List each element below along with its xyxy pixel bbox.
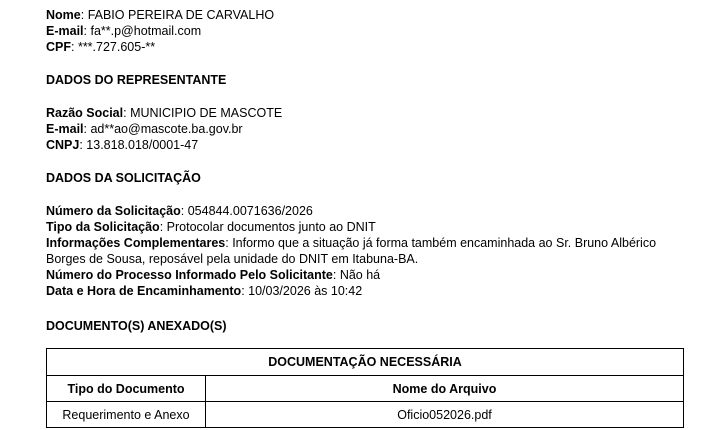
attachments-table: [46, 348, 684, 428]
solicitacao-numero: Número da Solicitação: 054844.0071636/2026: [46, 204, 313, 218]
representante-cnpj: CNPJ: 13.818.018/0001-47: [46, 138, 199, 152]
column-header-nome: Nome do Arquivo: [206, 376, 684, 402]
requester-cpf: CPF: ***.727.605-**: [46, 40, 156, 54]
representante-block: [46, 105, 282, 153]
representante-email: E-mail: ad**ao@mascote.ba.gov.br: [46, 122, 243, 136]
requester-name: Nome: FABIO PEREIRA DE CARVALHO: [46, 8, 275, 22]
cell-nome-arquivo[interactable]: Oficio052026.pdf: [206, 402, 684, 428]
section-title-solicitacao: DADOS DA SOLICITAÇÃO: [46, 171, 201, 185]
solicitacao-data: Data e Hora de Encaminhamento: 10/03/2026 às 10:42: [46, 284, 363, 298]
section-title-representante: DADOS DO REPRESENTANTE: [46, 73, 227, 87]
requester-block: [46, 7, 274, 55]
solicitacao-processo: Número do Processo Informado Pelo Solicitante: Não há: [46, 268, 381, 282]
table-caption: DOCUMENTAÇÃO NECESSÁRIA: [47, 349, 684, 376]
cell-tipo: Requerimento e Anexo: [47, 402, 206, 428]
solicitacao-block: [46, 203, 676, 299]
section-title-anexos: DOCUMENTO(S) ANEXADO(S): [46, 319, 227, 333]
requester-email: E-mail: fa**.p@hotmail.com: [46, 24, 202, 38]
table-caption-row: [47, 349, 684, 376]
solicitacao-info: Informações Complementares: Informo que a situação já forma também encaminhada ao Sr. Bruno Albérico Borges de Sousa, reposável pela unidade do DNIT em Itabuna-BA.: [46, 236, 657, 266]
column-header-tipo: Tipo do Documento: [47, 376, 206, 402]
representante-razao: Razão Social: MUNICIPIO DE MASCOTE: [46, 106, 283, 120]
table-row: [47, 402, 684, 428]
solicitacao-tipo: Tipo da Solicitação: Protocolar documentos junto ao DNIT: [46, 220, 376, 234]
table-header-row: [47, 376, 684, 402]
